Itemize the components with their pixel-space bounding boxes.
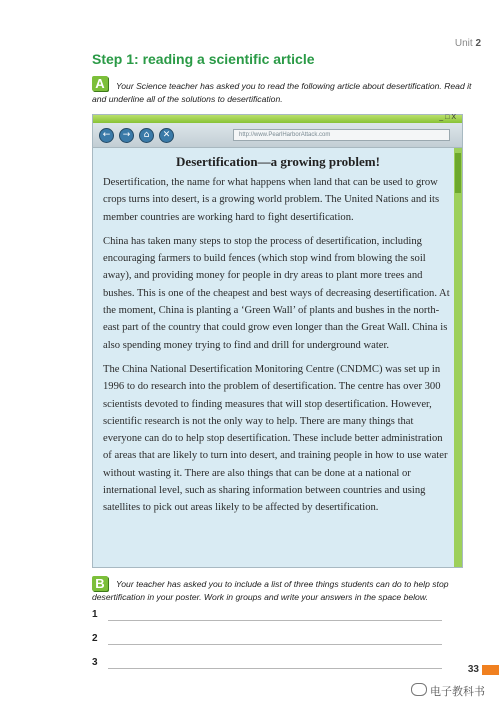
- watermark: [411, 683, 485, 699]
- browser-window: [92, 114, 463, 568]
- scrollbar-thumb[interactable]: [455, 153, 461, 193]
- answer-number: 1: [92, 609, 98, 620]
- article: [103, 153, 453, 524]
- watermark-text: 电子教科书: [430, 685, 485, 698]
- answer-number: 2: [92, 633, 98, 644]
- scrollbar[interactable]: [454, 148, 462, 567]
- wechat-icon: [411, 683, 427, 696]
- article-paragraph: The China National Desertification Monitoring Centre (CNDMC) was set up in 1996 to do research into the problem of desertification. The centre has over 300 scientists devoted to finding measures that will stop desertification. However, scientific research is not the only way to help. There are many things that everyone can do to help stop desertification. These include better administration of areas that are likely to turn into desert, and training people in how to use water without wasting it. There are also things that can be done at a national or international level, such as sharing information between countries and using satellites to pick out areas likely to be affected by desertification.: [103, 363, 448, 514]
- page-number: 33: [467, 664, 479, 675]
- browser-titlebar: [93, 115, 462, 123]
- article-paragraph: Desertification, the name for what happens when land that can be used to grow crops turns into desert, is a growing world problem. The United Nations and its member countries are working hard to fight desertification.: [103, 177, 440, 223]
- back-arrow-icon[interactable]: ←: [99, 128, 114, 143]
- answer-line-1[interactable]: [92, 609, 442, 623]
- step-title: Step 1: reading a scientific article: [92, 51, 315, 67]
- window-controls[interactable]: _□X: [439, 114, 458, 121]
- article-paragraph: China has taken many steps to stop the process of desertification, including encouraging farmers to build fences (which stop wind from blowing the soil away), and providing money for people in dry areas to plant more trees and bushes. This is one of the cheapest and best ways of decreasing desertification. At the moment, China is planting a ‘Green Wall’ of plants and bushes in the north-east part of the country that could grow even longer than the Great Wall. China is also spending money trying to find and drill for underground water.: [103, 235, 450, 351]
- answer-line-2[interactable]: [92, 633, 442, 647]
- answer-line-3[interactable]: [92, 657, 442, 671]
- answer-number: 3: [92, 657, 98, 668]
- address-bar[interactable]: http://www.PearlHarborAttack.com: [233, 129, 450, 141]
- section-a-instruction: Your Science teacher has asked you to read the following article about desertification. Read it and underline all of the solutions to desertification.: [92, 81, 472, 104]
- browser-toolbar: [93, 123, 462, 148]
- forward-arrow-icon[interactable]: →: [119, 128, 134, 143]
- answer-rule: [108, 620, 442, 621]
- section-b-badge: B: [92, 576, 108, 591]
- close-icon[interactable]: ✕: [159, 128, 174, 143]
- page-accent-bar: [482, 665, 499, 675]
- answer-rule: [108, 644, 442, 645]
- article-title: Desertification—a growing problem!: [176, 154, 380, 169]
- answer-rule: [108, 668, 442, 669]
- section-b-instruction: Your teacher has asked you to include a list of three things students can do to help stop desertification in your poster. Work in groups and write your answers in the space below.: [92, 579, 449, 602]
- home-icon[interactable]: ⌂: [139, 128, 154, 143]
- section-a-badge: A: [92, 76, 108, 91]
- unit-number: 2: [475, 38, 481, 49]
- unit-label: Unit 2: [454, 38, 481, 49]
